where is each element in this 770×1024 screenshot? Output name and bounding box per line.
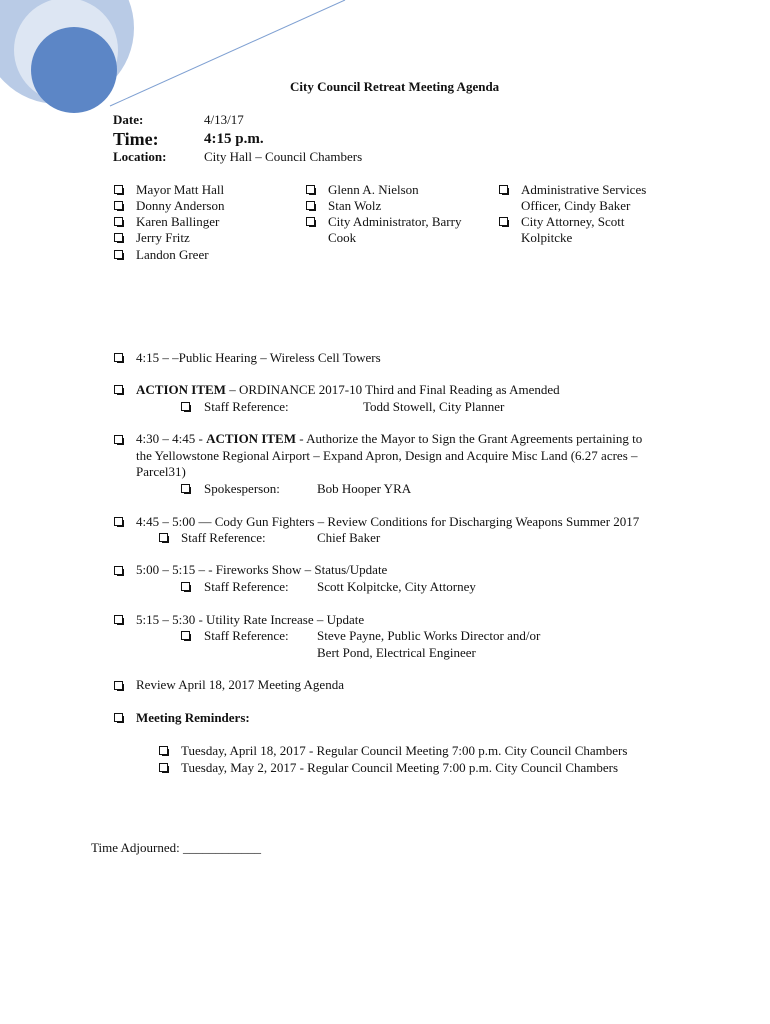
staff-reference-value: Scott Kolpitcke, City Attorney	[317, 579, 476, 594]
agenda-item-fireworks: 5:00 – 5:15 – - Fireworks Show – Status/Update	[136, 562, 388, 577]
staff-reference-label: Staff Reference:	[204, 579, 289, 594]
checkbox-icon	[114, 713, 123, 722]
checkbox-icon	[114, 566, 123, 575]
attendee: Jerry Fritz	[136, 230, 190, 245]
staff-reference-value: Steve Payne, Public Works Director and/or	[317, 628, 541, 643]
agenda-item-public-hearing: 4:15 – –Public Hearing – Wireless Cell Towers	[136, 350, 381, 365]
staff-reference-value: Chief Baker	[317, 530, 381, 545]
checkbox-icon	[159, 763, 168, 772]
attendee: Mayor Matt Hall	[136, 182, 225, 197]
time-value: 4:15 p.m.	[204, 131, 264, 147]
checkbox-icon	[114, 435, 123, 444]
agenda-item-text: - Authorize the Mayor to Sign the Grant Agreements pertaining to	[296, 431, 643, 446]
attendee-continued: Kolpitcke	[521, 230, 573, 245]
location-label: Location:	[113, 149, 167, 164]
date-value: 4/13/17	[204, 112, 244, 127]
attendee: Donny Anderson	[136, 198, 225, 213]
checkbox-icon	[499, 217, 508, 226]
agenda-item-text-line3: Parcel31)	[136, 464, 186, 479]
attendee-continued: Cook	[328, 230, 357, 245]
reminder-item: Tuesday, April 18, 2017 - Regular Council Meeting 7:00 p.m. City Council Chambers	[181, 743, 628, 758]
page-title: City Council Retreat Meeting Agenda	[290, 79, 500, 94]
corner-decoration	[0, 0, 360, 130]
reminder-item: Tuesday, May 2, 2017 - Regular Council Meeting 7:00 p.m. City Council Chambers	[181, 760, 619, 775]
meeting-reminders-heading: Meeting Reminders:	[136, 710, 250, 725]
staff-reference-label: Staff Reference:	[204, 628, 289, 643]
checkbox-icon	[114, 185, 123, 194]
staff-reference-label: Staff Reference:	[204, 399, 289, 414]
action-item-label: ACTION ITEM	[136, 382, 226, 397]
agenda-item-text: – ORDINANCE 2017-10 Third and Final Reading as Amended	[225, 382, 560, 397]
checkbox-icon	[499, 185, 508, 194]
agenda-item-airport	[136, 431, 642, 447]
checkbox-icon	[114, 517, 123, 526]
staff-reference-label: Staff Reference:	[181, 530, 266, 545]
agenda-item-text-line2: the Yellowstone Regional Airport – Expand Apron, Design and Acquire Misc Land (6.27 acres –	[136, 448, 638, 463]
attendee: Stan Wolz	[328, 198, 382, 213]
agenda-item-gun-fighters: 4:45 – 5:00 — Cody Gun Fighters – Review Conditions for Discharging Weapons Summer 2017	[136, 514, 640, 529]
attendee-continued: Officer, Cindy Baker	[521, 198, 631, 213]
checkbox-icon	[114, 385, 123, 394]
attendee: City Administrator, Barry	[328, 214, 462, 229]
checkbox-icon	[159, 746, 168, 755]
attendee: Glenn A. Nielson	[328, 182, 419, 197]
checkbox-icon	[181, 631, 190, 640]
attendee: Landon Greer	[136, 247, 209, 262]
checkbox-icon	[114, 201, 123, 210]
date-label: Date:	[113, 112, 144, 127]
time-adjourned: Time Adjourned: ____________	[91, 840, 261, 855]
agenda-item-review: Review April 18, 2017 Meeting Agenda	[136, 677, 344, 692]
checkbox-icon	[114, 681, 123, 690]
agenda-item-utility-rate: 5:15 – 5:30 - Utility Rate Increase – Update	[136, 612, 365, 627]
agenda-item-time: 4:30 – 4:45 -	[136, 431, 207, 446]
staff-reference-value-line2: Bert Pond, Electrical Engineer	[317, 645, 476, 660]
location-value: City Hall – Council Chambers	[204, 149, 363, 164]
attendee: City Attorney, Scott	[521, 214, 625, 229]
checkbox-icon	[181, 402, 190, 411]
action-item-label: ACTION ITEM	[206, 431, 296, 446]
checkbox-icon	[306, 185, 315, 194]
checkbox-icon	[114, 250, 123, 259]
agenda-item-ordinance	[136, 382, 560, 398]
checkbox-icon	[114, 233, 123, 242]
staff-reference-value: Todd Stowell, City Planner	[363, 399, 505, 414]
spokesperson-value: Bob Hooper YRA	[317, 481, 412, 496]
checkbox-icon	[306, 217, 315, 226]
checkbox-icon	[306, 201, 315, 210]
time-label: Time:	[113, 129, 159, 149]
attendee: Administrative Services	[521, 182, 647, 197]
checkbox-icon	[181, 484, 190, 493]
checkbox-icon	[114, 353, 123, 362]
checkbox-icon	[114, 217, 123, 226]
checkbox-icon	[181, 582, 190, 591]
attendee: Karen Ballinger	[136, 214, 220, 229]
checkbox-icon	[159, 533, 168, 542]
spokesperson-label: Spokesperson:	[204, 481, 280, 496]
checkbox-icon	[114, 615, 123, 624]
